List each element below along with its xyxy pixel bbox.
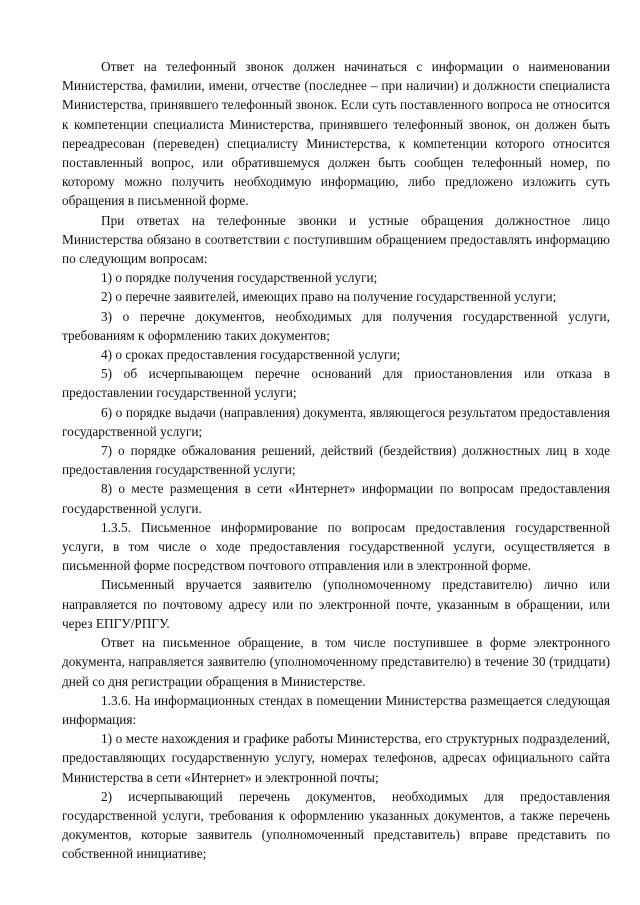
document-page <box>62 57 610 864</box>
list-item-6: 6) о порядке выдачи (направления) документа, являющегося результатом предоставления государственной услуги; <box>62 404 610 439</box>
list-item-4: 4) о сроках предоставления государственной услуги; <box>101 347 401 363</box>
section-1-3-5: 1.3.5. Письменное информирование по вопросам предоставления государственной услуги, в том числе о ходе предоставления государственной услуги, осуществляется в письменной форме посредством почтового отправления или в электронной форме. <box>62 519 610 574</box>
list-item-2: 2) о перечне заявителей, имеющих право на получение государственной услуги; <box>101 289 557 305</box>
list-item-3: 3) о перечне документов, необходимых для получения государственной услуги, требованиям к оформлению таких документов; <box>62 308 610 343</box>
paragraph-written-delivery: Письменный вручается заявителю (уполномоченному представителю) лично или направляется по почтовому адресу или по электронной почте, указанным в обращении, или через ЕПГУ/РПГУ. <box>62 577 610 631</box>
paragraph-phone-answer: Ответ на телефонный звонок должен начинаться с информации о наименовании Министерства, фамилии, имени, отчестве (последнее – при наличии) и должности специалиста Министерства, принявшего телефонный звонок. Если суть поставленного вопроса не относится к компетенции специалиста Министерства, принявшего телефонный звонок, он должен быть переадресован (переведен) специалисту Министерства, к компетенции которого относится поставленный вопрос, или обратившемуся должен быть сообщен телефонный номер, по которому можно получить необходимую информацию, либо предложено изложить суть обращения в письменной форме. <box>62 59 610 209</box>
list-item-8: 8) о месте размещения в сети «Интернет» информации по вопросам предоставления государственной услуги. <box>62 481 610 516</box>
list-item-1: 1) о порядке получения государственной услуги; <box>101 270 378 286</box>
paragraph-oral-requests: При ответах на телефонные звонки и устные обращения должностное лицо Министерства обязано в соответствии с поступившим обращением предоставлять информацию по следующим вопросам: <box>62 212 610 267</box>
list-item-7: 7) о порядке обжалования решений, действий (бездействия) должностных лиц в ходе предоставления государственной услуги; <box>62 443 610 478</box>
stand-info-item-2: 2) исчерпывающий перечень документов, необходимых для предоставления государственной услуги, требования к оформлению указанных документов, а также перечень документов, которые заявитель (уполномоченный представитель) вправе представить по собственной инициативе; <box>62 788 610 862</box>
list-item-5: 5) об исчерпывающем перечне оснований для приостановления или отказа в предоставлении государственной услуги; <box>62 366 610 401</box>
paragraph-written-response: Ответ на письменное обращение, в том числе поступившее в форме электронного документа, направляется заявителю (уполномоченному представителю) в течение 30 (тридцати) дней со дня регистрации обращения в Министерстве. <box>62 635 610 689</box>
stand-info-item-1: 1) о месте нахождения и графике работы Министерства, его структурных подразделений, предоставляющих государственную услугу, номерах телефонов, адресах официального сайта Министерства в сети «Интернет» и электронной почты; <box>62 731 610 785</box>
section-1-3-6: 1.3.6. На информационных стендах в помещении Министерства размещается следующая информация: <box>62 692 610 727</box>
